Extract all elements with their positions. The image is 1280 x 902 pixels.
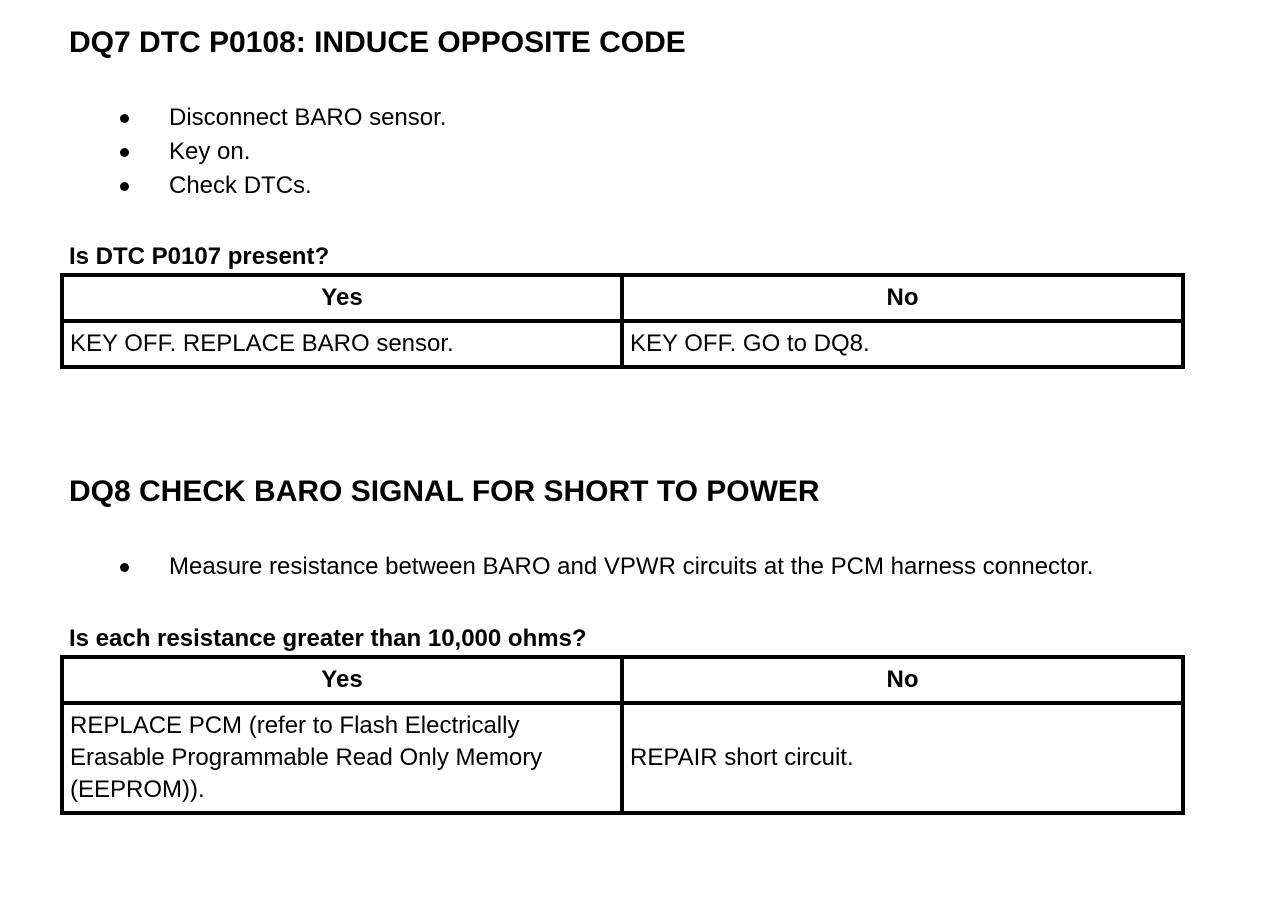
dq7-question: Is DTC P0107 present? [69, 243, 330, 270]
no-header: No [622, 657, 1183, 703]
bullet-icon [120, 148, 129, 157]
table-header-row [62, 275, 1183, 321]
dq7-result-table [60, 273, 1185, 369]
yes-action-cell: REPLACE PCM (refer to Flash Electrically Erasable Programmable Read Only Memory (EEPROM)). [62, 703, 622, 813]
bullet-icon [120, 114, 129, 123]
dq7-heading: DQ7 DTC P0108: INDUCE OPPOSITE CODE [69, 26, 686, 59]
table-row [62, 703, 1183, 813]
no-header: No [622, 275, 1183, 321]
bullet-icon [120, 182, 129, 191]
no-action-cell: KEY OFF. GO to DQ8. [622, 321, 1183, 367]
dq8-heading: DQ8 CHECK BARO SIGNAL FOR SHORT TO POWER [69, 475, 820, 508]
step-text: Key on. [169, 138, 251, 165]
step-text: Measure resistance between BARO and VPWR circuits at the PCM harness connector. [169, 553, 1094, 580]
yes-header: Yes [62, 657, 622, 703]
dq8-question: Is each resistance greater than 10,000 ohms? [69, 625, 587, 652]
step-text: Disconnect BARO sensor. [169, 104, 447, 131]
bullet-icon [120, 563, 129, 572]
table-row [62, 321, 1183, 367]
no-action-cell: REPAIR short circuit. [622, 703, 1183, 813]
yes-header: Yes [62, 275, 622, 321]
step-text: Check DTCs. [169, 172, 312, 199]
dq8-result-table [60, 655, 1185, 815]
table-header-row [62, 657, 1183, 703]
yes-action-cell: KEY OFF. REPLACE BARO sensor. [62, 321, 622, 367]
